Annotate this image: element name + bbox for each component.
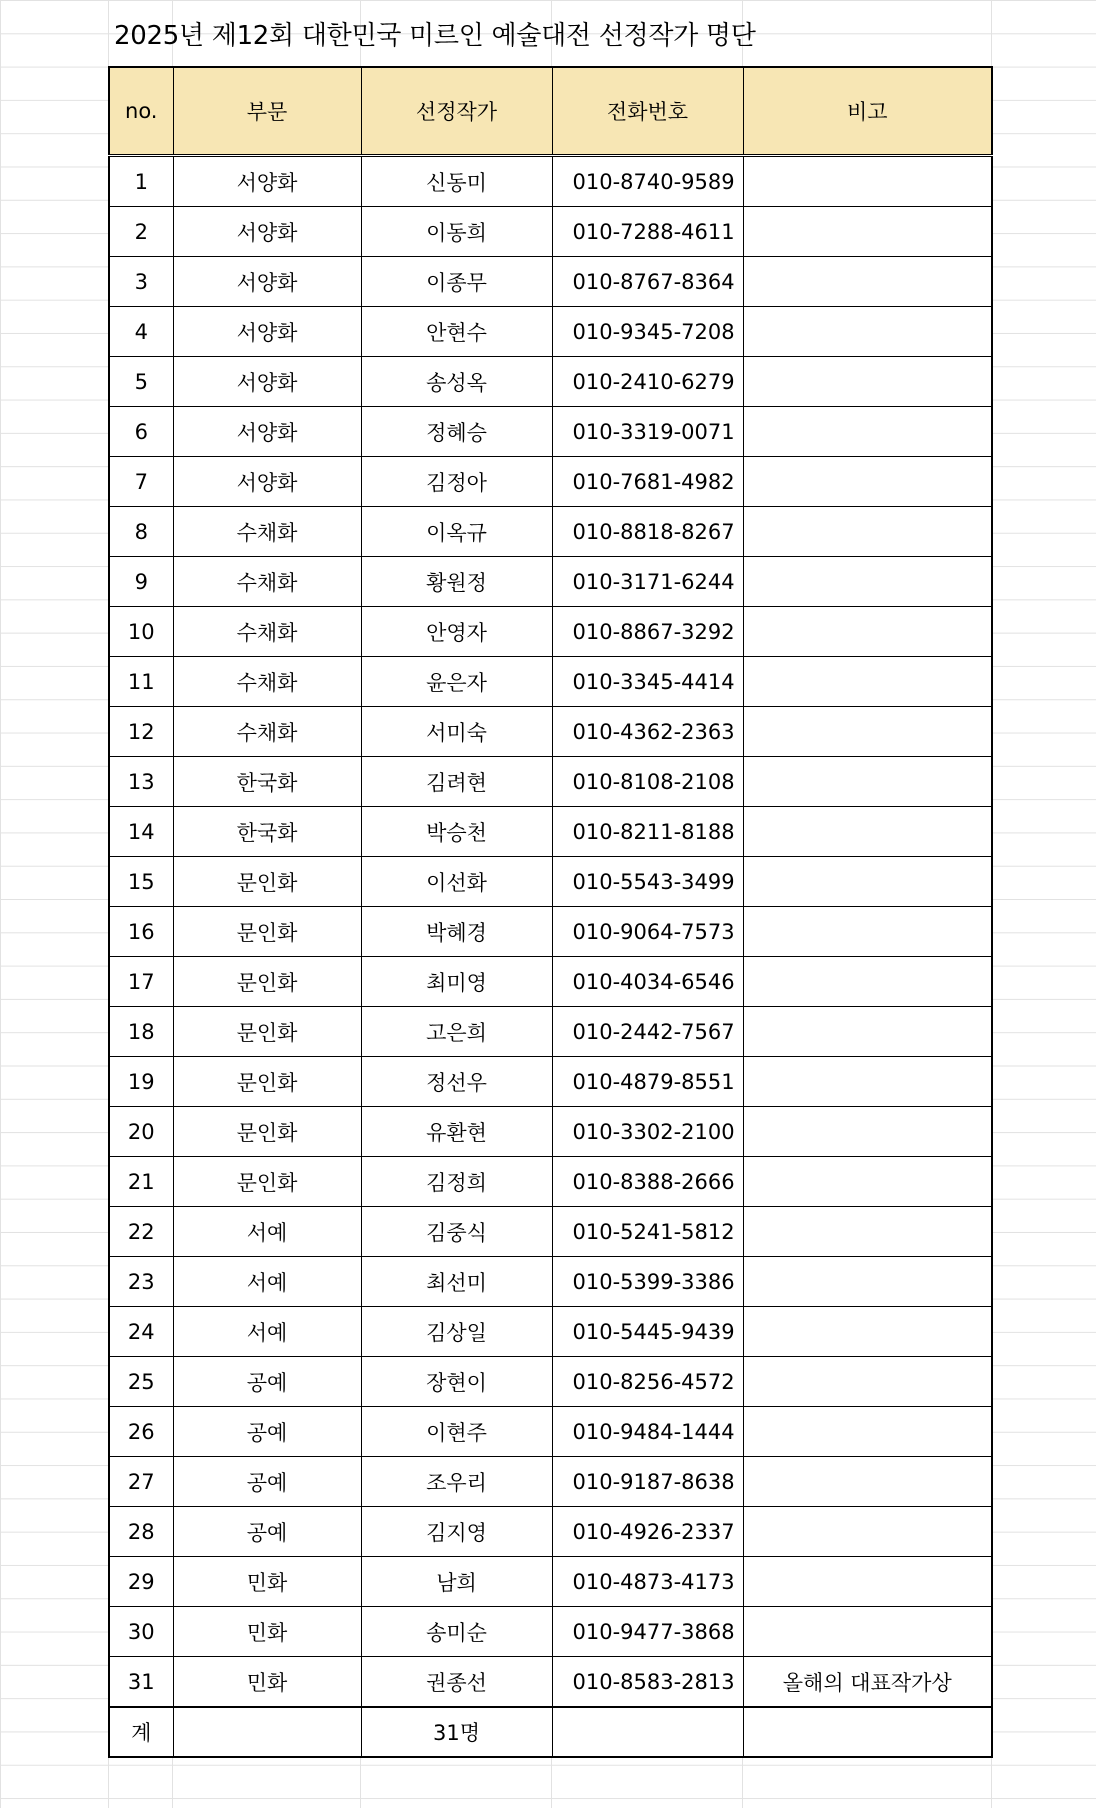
cell-category[interactable]: 공예 xyxy=(173,1357,361,1407)
cell-artist[interactable]: 김상일 xyxy=(361,1307,552,1357)
cell-artist[interactable]: 안영자 xyxy=(361,607,552,657)
cell-category[interactable]: 한국화 xyxy=(173,807,361,857)
cell-artist[interactable]: 박승천 xyxy=(361,807,552,857)
cell-phone[interactable]: 010-4879-8551 xyxy=(552,1057,743,1107)
table-row xyxy=(109,957,992,1007)
cell-artist[interactable]: 정혜승 xyxy=(361,407,552,457)
cell-category[interactable]: 서양화 xyxy=(173,207,361,257)
cell-note[interactable] xyxy=(743,757,992,807)
cell-no[interactable]: 6 xyxy=(109,407,173,457)
cell-phone[interactable]: 010-8583-2813 xyxy=(552,1657,743,1708)
cell-phone[interactable]: 010-9187-8638 xyxy=(552,1457,743,1507)
cell-category[interactable]: 공예 xyxy=(173,1457,361,1507)
cell-no[interactable]: 26 xyxy=(109,1407,173,1457)
cell-note[interactable] xyxy=(743,1257,992,1307)
cell-no[interactable]: 29 xyxy=(109,1557,173,1607)
table-row xyxy=(109,507,992,557)
cell-category[interactable]: 서양화 xyxy=(173,257,361,307)
cell-no[interactable]: 3 xyxy=(109,257,173,307)
cell-phone[interactable]: 010-3319-0071 xyxy=(552,407,743,457)
cell-note[interactable] xyxy=(743,457,992,507)
cell-category[interactable]: 한국화 xyxy=(173,757,361,807)
cell-note[interactable] xyxy=(743,1157,992,1207)
total-label[interactable]: 계 xyxy=(109,1707,173,1757)
cell-note[interactable] xyxy=(743,907,992,957)
cell-note[interactable] xyxy=(743,1007,992,1057)
cell-artist[interactable]: 유환현 xyxy=(361,1107,552,1157)
cell-category[interactable]: 문인화 xyxy=(173,957,361,1007)
cell-no[interactable]: 17 xyxy=(109,957,173,1007)
cell-note[interactable] xyxy=(743,657,992,707)
cell-category[interactable]: 문인화 xyxy=(173,1057,361,1107)
cell-artist[interactable]: 김지영 xyxy=(361,1507,552,1557)
cell-no[interactable]: 28 xyxy=(109,1507,173,1557)
table-row xyxy=(109,207,992,257)
cell-phone[interactable]: 010-8818-8267 xyxy=(552,507,743,557)
table-row xyxy=(109,607,992,657)
cell-note[interactable] xyxy=(743,307,992,357)
table-row xyxy=(109,407,992,457)
cell-category[interactable]: 공예 xyxy=(173,1507,361,1557)
cell-note[interactable] xyxy=(743,1307,992,1357)
table-row xyxy=(109,1507,992,1557)
cell-no[interactable]: 7 xyxy=(109,457,173,507)
cell-phone[interactable]: 010-8256-4572 xyxy=(552,1357,743,1407)
table-row xyxy=(109,1607,992,1657)
cell-phone[interactable]: 010-3302-2100 xyxy=(552,1107,743,1157)
cell-no[interactable]: 12 xyxy=(109,707,173,757)
cell-note[interactable] xyxy=(743,357,992,407)
cell-no[interactable]: 2 xyxy=(109,207,173,257)
cell-phone[interactable]: 010-8211-8188 xyxy=(552,807,743,857)
table-row xyxy=(109,1407,992,1457)
cell-category[interactable]: 서예 xyxy=(173,1257,361,1307)
cell-no[interactable]: 11 xyxy=(109,657,173,707)
cell-no[interactable]: 1 xyxy=(109,156,173,207)
table-row xyxy=(109,1107,992,1157)
header-category[interactable]: 부문 xyxy=(173,67,361,156)
table-row xyxy=(109,857,992,907)
cell-category[interactable]: 민화 xyxy=(173,1557,361,1607)
cell-no[interactable]: 15 xyxy=(109,857,173,907)
cell-category[interactable]: 수채화 xyxy=(173,707,361,757)
cell-no[interactable]: 16 xyxy=(109,907,173,957)
table-row xyxy=(109,1557,992,1607)
cell-phone[interactable]: 010-9477-3868 xyxy=(552,1607,743,1657)
cell-category[interactable]: 수채화 xyxy=(173,507,361,557)
cell-phone[interactable]: 010-5241-5812 xyxy=(552,1207,743,1257)
table-row xyxy=(109,1657,992,1708)
cell-no[interactable]: 10 xyxy=(109,607,173,657)
header-note[interactable]: 비고 xyxy=(743,67,992,156)
cell-no[interactable]: 19 xyxy=(109,1057,173,1107)
total-empty-cell[interactable] xyxy=(743,1707,992,1757)
table-row xyxy=(109,1457,992,1507)
cell-artist[interactable]: 고은희 xyxy=(361,1007,552,1057)
cell-note[interactable] xyxy=(743,507,992,557)
table-row xyxy=(109,807,992,857)
table-row xyxy=(109,1357,992,1407)
cell-artist[interactable]: 송성옥 xyxy=(361,357,552,407)
cell-no[interactable]: 30 xyxy=(109,1607,173,1657)
table-row xyxy=(109,1257,992,1307)
cell-phone[interactable]: 010-5399-3386 xyxy=(552,1257,743,1307)
cell-phone[interactable]: 010-8740-9589 xyxy=(552,156,743,207)
cell-note[interactable] xyxy=(743,707,992,757)
cell-category[interactable]: 수채화 xyxy=(173,557,361,607)
cell-no[interactable]: 18 xyxy=(109,1007,173,1057)
cell-category[interactable]: 서예 xyxy=(173,1207,361,1257)
cell-phone[interactable]: 010-9064-7573 xyxy=(552,907,743,957)
cell-category[interactable]: 민화 xyxy=(173,1607,361,1657)
cell-note[interactable] xyxy=(743,1507,992,1557)
cell-note[interactable] xyxy=(743,407,992,457)
cell-note[interactable] xyxy=(743,1357,992,1407)
table-row xyxy=(109,707,992,757)
header-no[interactable]: no. xyxy=(109,67,173,156)
cell-no[interactable]: 25 xyxy=(109,1357,173,1407)
cell-phone[interactable]: 010-9345-7208 xyxy=(552,307,743,357)
cell-phone[interactable]: 010-4362-2363 xyxy=(552,707,743,757)
cell-artist[interactable]: 신동미 xyxy=(361,156,552,207)
cell-note[interactable] xyxy=(743,1607,992,1657)
cell-phone[interactable]: 010-8108-2108 xyxy=(552,757,743,807)
cell-note[interactable] xyxy=(743,857,992,907)
cell-no[interactable]: 4 xyxy=(109,307,173,357)
cell-note[interactable] xyxy=(743,156,992,207)
table-row xyxy=(109,1007,992,1057)
cell-phone[interactable]: 010-9484-1444 xyxy=(552,1407,743,1457)
cell-phone[interactable]: 010-5445-9439 xyxy=(552,1307,743,1357)
total-empty-cell[interactable] xyxy=(173,1707,361,1757)
cell-phone[interactable]: 010-8867-3292 xyxy=(552,607,743,657)
cell-category[interactable]: 문인화 xyxy=(173,1007,361,1057)
cell-phone[interactable]: 010-3345-4414 xyxy=(552,657,743,707)
cell-note[interactable] xyxy=(743,1407,992,1457)
cell-no[interactable]: 5 xyxy=(109,357,173,407)
cell-category[interactable]: 민화 xyxy=(173,1657,361,1708)
cell-category[interactable]: 공예 xyxy=(173,1407,361,1457)
cell-no[interactable]: 14 xyxy=(109,807,173,857)
cell-category[interactable]: 수채화 xyxy=(173,657,361,707)
total-empty-cell[interactable] xyxy=(552,1707,743,1757)
cell-note[interactable] xyxy=(743,957,992,1007)
cell-phone[interactable]: 010-5543-3499 xyxy=(552,857,743,907)
cell-artist[interactable]: 권종선 xyxy=(361,1657,552,1708)
cell-no[interactable]: 20 xyxy=(109,1107,173,1157)
cell-phone[interactable]: 010-2442-7567 xyxy=(552,1007,743,1057)
table-row xyxy=(109,1057,992,1107)
cell-artist[interactable]: 이현주 xyxy=(361,1407,552,1457)
cell-note[interactable] xyxy=(743,807,992,857)
cell-no[interactable]: 21 xyxy=(109,1157,173,1207)
cell-artist[interactable]: 최선미 xyxy=(361,1257,552,1307)
table-row xyxy=(109,907,992,957)
cell-no[interactable]: 27 xyxy=(109,1457,173,1507)
table-row xyxy=(109,557,992,607)
cell-note[interactable] xyxy=(743,1457,992,1507)
table-row xyxy=(109,307,992,357)
cell-no[interactable]: 9 xyxy=(109,557,173,607)
cell-category[interactable]: 문인화 xyxy=(173,907,361,957)
cell-artist[interactable]: 조우리 xyxy=(361,1457,552,1507)
cell-note[interactable] xyxy=(743,557,992,607)
cell-artist[interactable]: 장현이 xyxy=(361,1357,552,1407)
cell-artist[interactable]: 서미숙 xyxy=(361,707,552,757)
cell-no[interactable]: 13 xyxy=(109,757,173,807)
cell-artist[interactable]: 최미영 xyxy=(361,957,552,1007)
cell-category[interactable]: 서양화 xyxy=(173,156,361,207)
cell-note[interactable] xyxy=(743,1107,992,1157)
table-row xyxy=(109,357,992,407)
cell-no[interactable]: 22 xyxy=(109,1207,173,1257)
cell-artist[interactable]: 송미순 xyxy=(361,1607,552,1657)
cell-note[interactable]: 올해의 대표작가상 xyxy=(743,1657,992,1708)
cell-phone[interactable]: 010-8388-2666 xyxy=(552,1157,743,1207)
table-row xyxy=(109,1307,992,1357)
total-row xyxy=(109,1707,992,1757)
cell-category[interactable]: 서양화 xyxy=(173,357,361,407)
cell-artist[interactable]: 남희 xyxy=(361,1557,552,1607)
cell-category[interactable]: 문인화 xyxy=(173,857,361,907)
cell-phone[interactable]: 010-2410-6279 xyxy=(552,357,743,407)
table-row xyxy=(109,1157,992,1207)
table-row xyxy=(109,1207,992,1257)
cell-artist[interactable]: 김정희 xyxy=(361,1157,552,1207)
cell-no[interactable]: 23 xyxy=(109,1257,173,1307)
table-row xyxy=(109,257,992,307)
cell-note[interactable] xyxy=(743,1057,992,1107)
table-row xyxy=(109,657,992,707)
cell-note[interactable] xyxy=(743,257,992,307)
cell-artist[interactable]: 김려현 xyxy=(361,757,552,807)
table-row xyxy=(109,457,992,507)
cell-category[interactable]: 문인화 xyxy=(173,1157,361,1207)
cell-category[interactable]: 수채화 xyxy=(173,607,361,657)
cell-note[interactable] xyxy=(743,1557,992,1607)
cell-phone[interactable]: 010-7681-4982 xyxy=(552,457,743,507)
cell-phone[interactable]: 010-4034-6546 xyxy=(552,957,743,1007)
header-row xyxy=(109,67,992,156)
cell-phone[interactable]: 010-7288-4611 xyxy=(552,207,743,257)
cell-phone[interactable]: 010-3171-6244 xyxy=(552,557,743,607)
cell-artist[interactable]: 김중식 xyxy=(361,1207,552,1257)
cell-phone[interactable]: 010-4926-2337 xyxy=(552,1507,743,1557)
cell-no[interactable]: 31 xyxy=(109,1657,173,1708)
cell-no[interactable]: 24 xyxy=(109,1307,173,1357)
cell-no[interactable]: 8 xyxy=(109,507,173,557)
cell-note[interactable] xyxy=(743,207,992,257)
page-title: 2025년 제12회 대한민국 미르인 예술대전 선정작가 명단 xyxy=(114,21,756,51)
cell-artist[interactable]: 이동희 xyxy=(361,207,552,257)
cell-category[interactable]: 서예 xyxy=(173,1307,361,1357)
cell-artist[interactable]: 이종무 xyxy=(361,257,552,307)
cell-artist[interactable]: 이옥규 xyxy=(361,507,552,557)
cell-artist[interactable]: 이선화 xyxy=(361,857,552,907)
cell-artist[interactable]: 김정아 xyxy=(361,457,552,507)
cell-note[interactable] xyxy=(743,1207,992,1257)
total-count[interactable]: 31명 xyxy=(361,1707,552,1757)
cell-artist[interactable]: 박혜경 xyxy=(361,907,552,957)
cell-artist[interactable]: 황원정 xyxy=(361,557,552,607)
cell-artist[interactable]: 윤은자 xyxy=(361,657,552,707)
table-row xyxy=(109,156,992,207)
cell-category[interactable]: 서양화 xyxy=(173,407,361,457)
cell-phone[interactable]: 010-4873-4173 xyxy=(552,1557,743,1607)
header-artist[interactable]: 선정작가 xyxy=(361,67,552,156)
artist-table xyxy=(108,66,993,1758)
cell-category[interactable]: 문인화 xyxy=(173,1107,361,1157)
header-phone[interactable]: 전화번호 xyxy=(552,67,743,156)
table-row xyxy=(109,757,992,807)
cell-artist[interactable]: 정선우 xyxy=(361,1057,552,1107)
cell-category[interactable]: 서양화 xyxy=(173,307,361,357)
cell-artist[interactable]: 안현수 xyxy=(361,307,552,357)
cell-note[interactable] xyxy=(743,607,992,657)
cell-category[interactable]: 서양화 xyxy=(173,457,361,507)
cell-phone[interactable]: 010-8767-8364 xyxy=(552,257,743,307)
